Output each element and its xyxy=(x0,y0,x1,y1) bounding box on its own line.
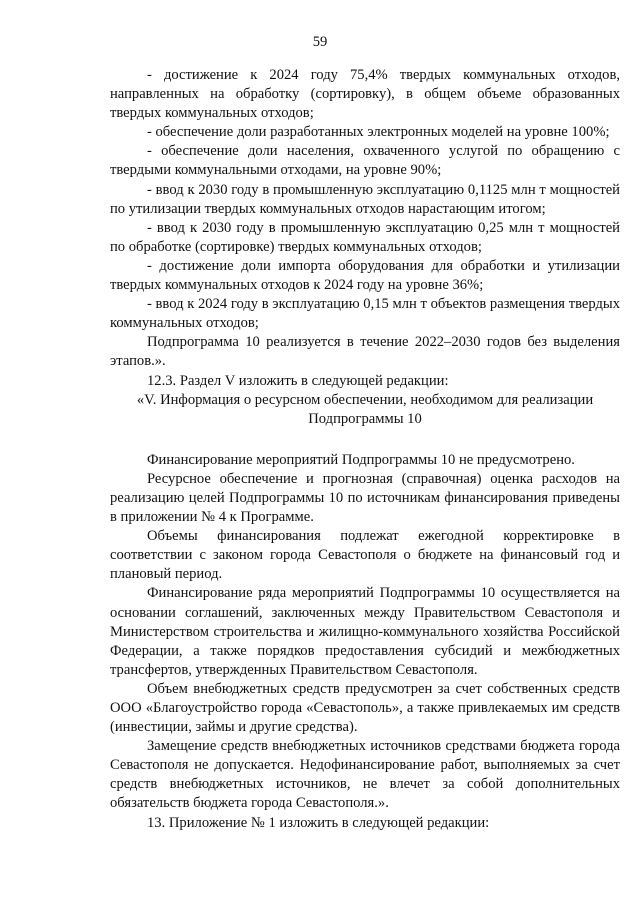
paragraph-financing-agreements: Финансирование ряда мероприятий Подпрограммы 10 осуществляется на основании соглашений, заключенных между Правительством Севастополя и Министерством строительства и жилищно-коммунального хозяйства Российской Федерации, а также порядков предоставления субсидий и межбюджетных трансфертов, утвержденных Правительством Севастополя. xyxy=(110,585,620,678)
spacer xyxy=(110,429,620,451)
paragraph-section-amendment: 12.3. Раздел V изложить в следующей редакции: xyxy=(147,372,449,389)
section-heading: «V. Информация о ресурсном обеспечении, необходимом для реализации Подпрограммы 10 xyxy=(136,391,594,427)
paragraph-target-import-share: - достижение доли импорта оборудования для обработки и утилизации твердых коммунальных отходов к 2024 году на уровне 36%; xyxy=(110,257,620,294)
paragraph-target-electronic-models: - обеспечение доли разработанных электронных моделей на уровне 100%; xyxy=(147,124,610,141)
paragraph-appendix-amendment: 13. Приложение № 1 изложить в следующей редакции: xyxy=(147,814,490,831)
document-body xyxy=(110,66,620,833)
page-number: 59 xyxy=(312,34,328,50)
paragraph-resource-provision: Ресурсное обеспечение и прогнозная (справочная) оценка расходов на реализацию целей Подпрограммы 10 по источникам финансирования приведены в приложении № 4 к Программе. xyxy=(110,470,620,526)
paragraph-subprogram-period: Подпрограмма 10 реализуется в течение 2022–2030 годов без выделения этапов.». xyxy=(110,334,620,370)
paragraph-target-sorting-capacity: - ввод к 2030 году в промышленную эксплуатацию 0,25 млн т мощностей по обработке (сортировке) твердых коммунальных отходов; xyxy=(110,219,620,255)
paragraph-target-utilization-capacity: - ввод к 2030 году в промышленную эксплуатацию 0,1125 млн т мощностей по утилизации твердых коммунальных отходов нарастающим итогом; xyxy=(110,181,620,217)
paragraph-target-disposal-objects: - ввод к 2024 году в эксплуатацию 0,15 млн т объектов размещения твердых коммунальных отходов; xyxy=(110,296,620,332)
paragraph-target-population-coverage: - обеспечение доли населения, охваченного услугой по обращению с твердыми коммунальными отходами, на уровне 90%; xyxy=(110,143,620,179)
paragraph-financing-adjustment: Объемы финансирования подлежат ежегодной корректировке в соответствии с законом города Севастополя о бюджете на финансовый год и плановый период. xyxy=(110,528,620,583)
paragraph-funds-substitution: Замещение средств внебюджетных источников средствами бюджета города Севастополя не допускается. Недофинансирование работ, выполняемых за счет средств внебюджетных источников, не влечет за собой дополнительных обязательств бюджета города Севастополя.». xyxy=(110,738,620,812)
paragraph-no-financing: Финансирование мероприятий Подпрограммы 10 не предусмотрено. xyxy=(147,451,575,468)
paragraph-target-sorting: - достижение к 2024 году 75,4% твердых коммунальных отходов, направленных на обработку (сортировку), в общем объеме образованных твердых коммунальных отходов; xyxy=(110,67,620,122)
paragraph-extrabudgetary-funds: Объем внебюджетных средств предусмотрен за счет собственных средств ООО «Благоустройство города «Севастополь», а также привлекаемых им средств (инвестиции, займы и другие средства). xyxy=(110,680,620,736)
